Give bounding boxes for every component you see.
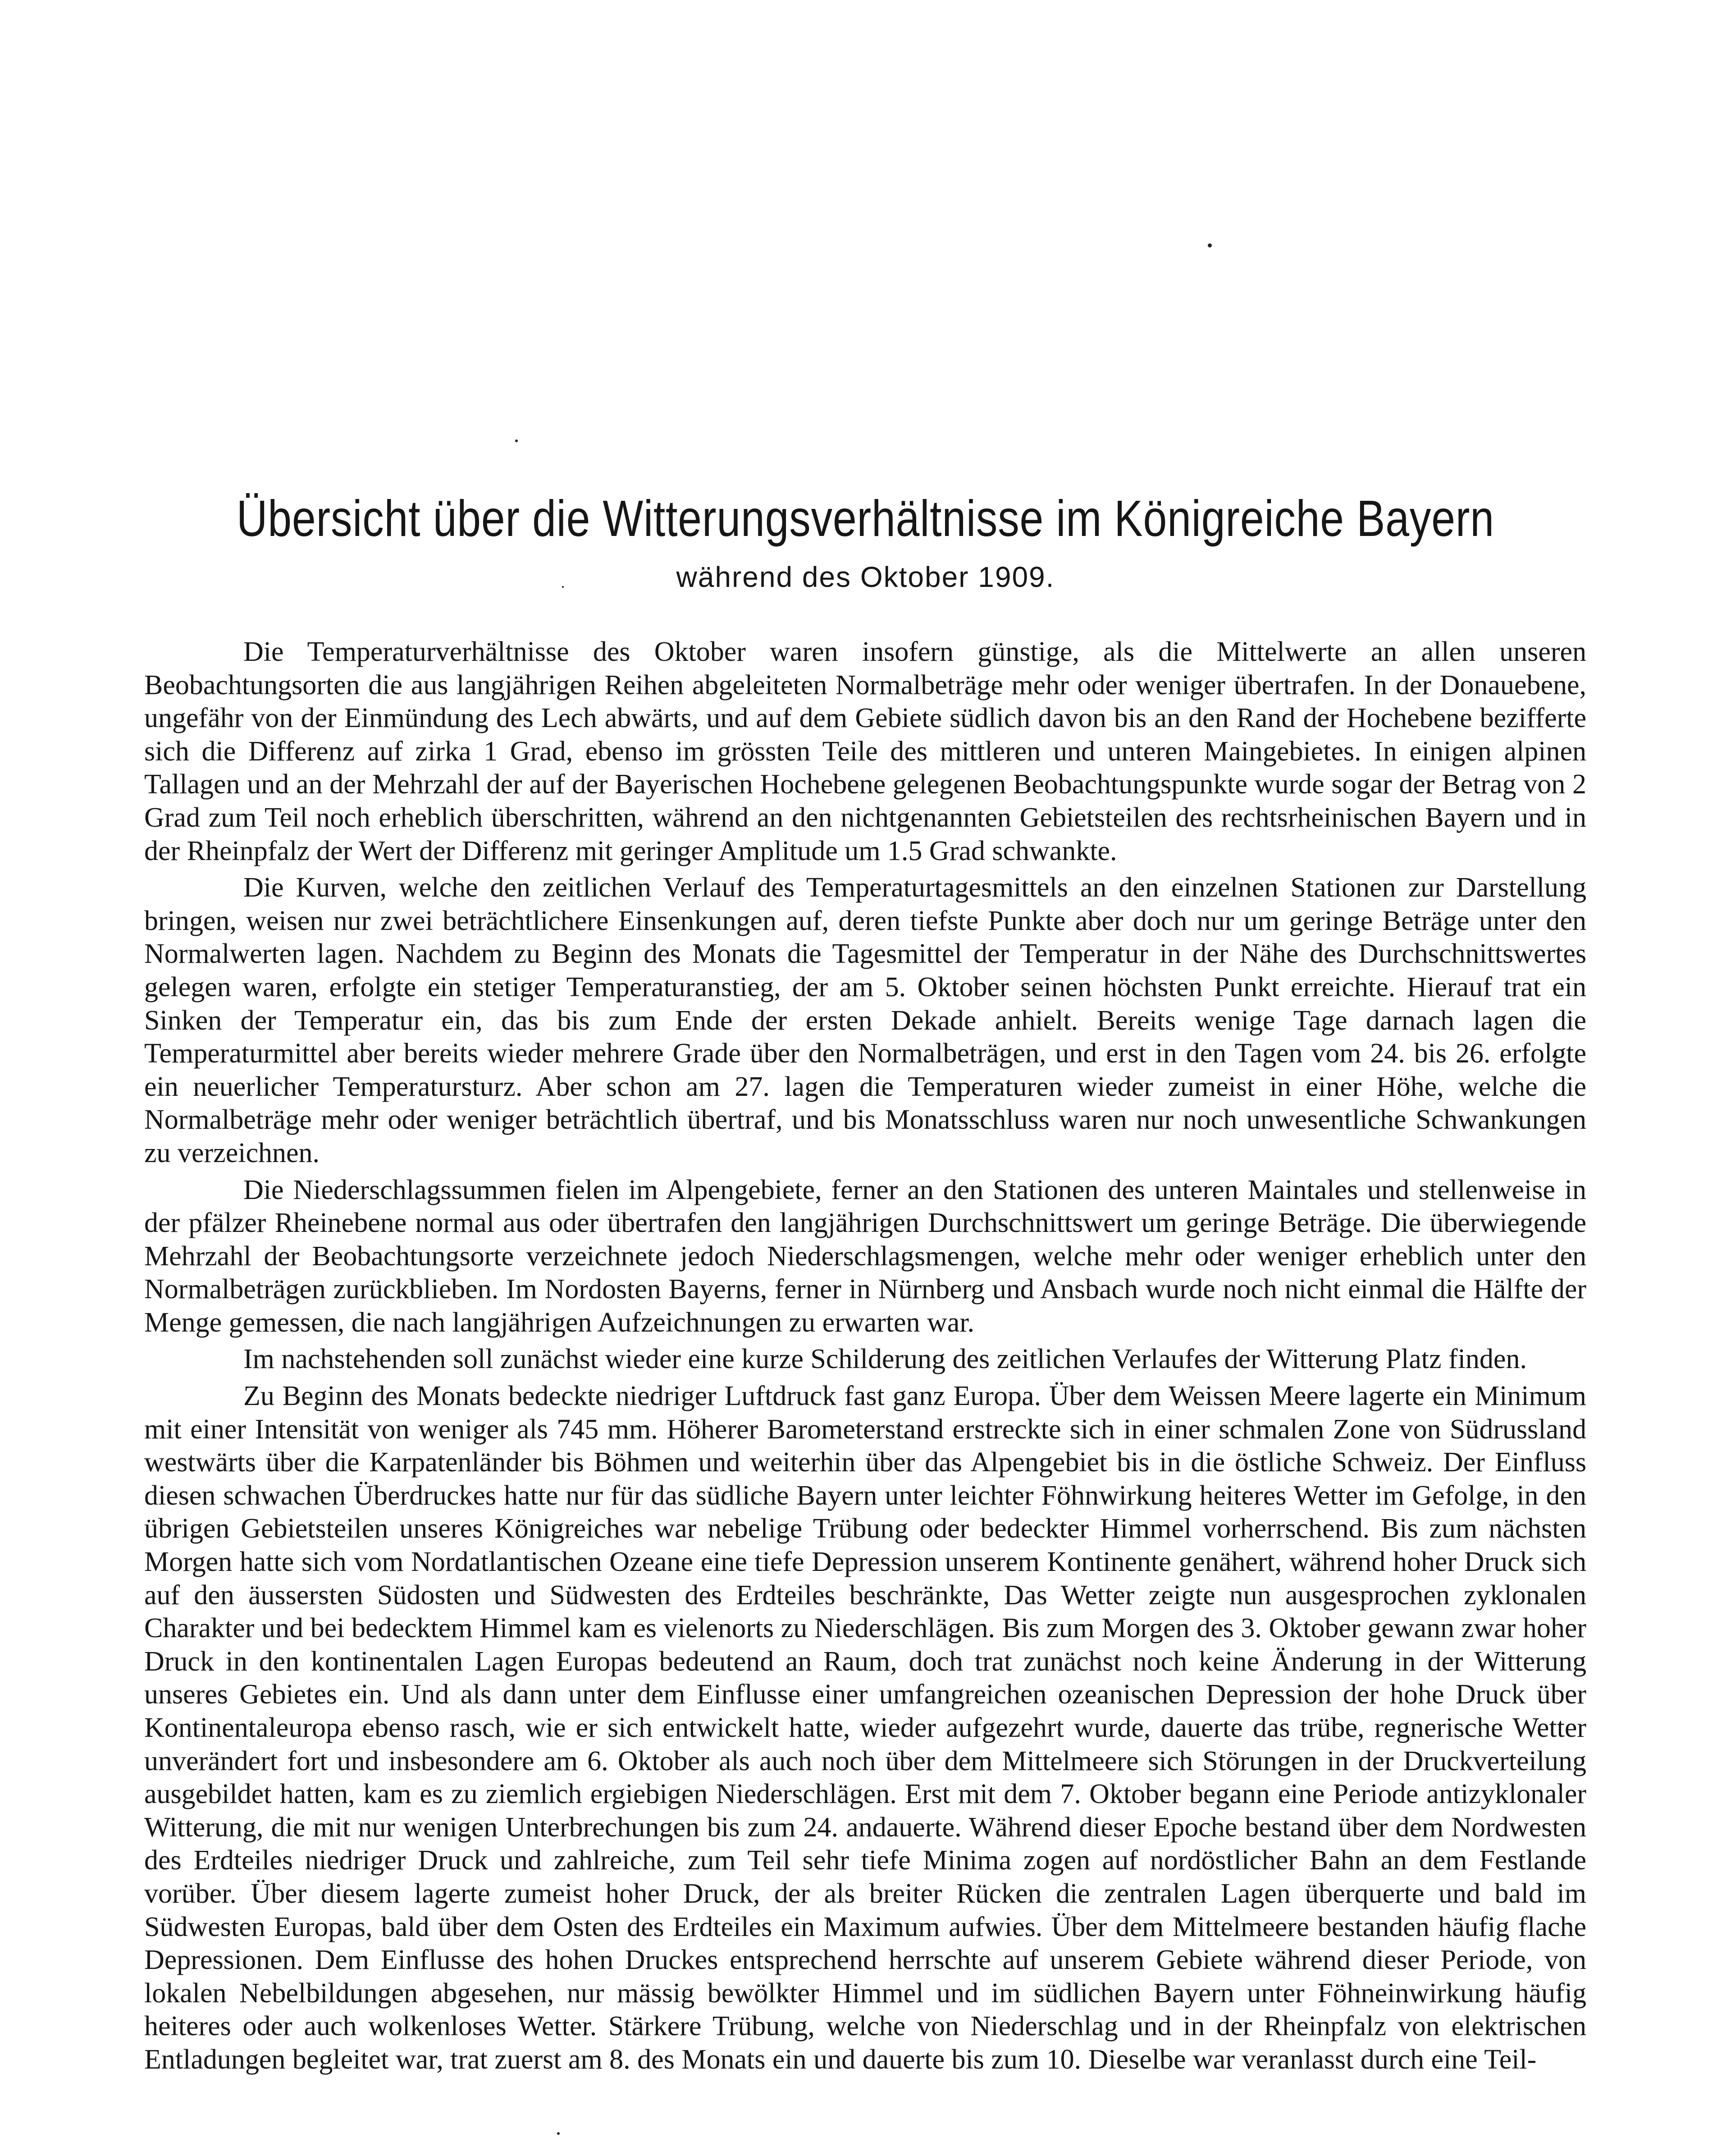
paragraph-weather-course: Zu Beginn des Monats bedeckte niedriger Luftdruck fast ganz Europa. Über dem Weissen Meere lagerte ein Minimum mit einer Intensität von weniger als 745 mm. Höherer Barometerstand erstreckte sich in einer schmalen Zone von Südrussland westwärts über die Karpatenländer bis Böhmen und weiterhin über das Alpengebiet bis in die östliche Schweiz. Der Einfluss diesen schwachen Überdruckes hatte nur für das südliche Bayern unter leichter Föhnwirkung heiteres Wetter im Gefolge, in den übrigen Gebietsteilen unseres Königreiches war nebelige Trübung oder bedeckter Himmel vorherrschend. Bis zum nächsten Morgen hatte sich vom Nordatlantischen Ozeane eine tiefe Depression unserem Kontinente genähert, während hoher Druck sich auf den äussersten Südosten und Südwesten des Erdteiles beschränkte, Das Wetter zeigte nun ausgesprochen zyklonalen Charakter und bei bedecktem Himmel kam es vielenorts zu Niederschlägen. Bis zum Morgen des 3. Oktober gewann zwar hoher Druck in den kontinentalen Lagen Europas bedeutend an Raum, doch trat zunächst noch keine Änderung in der Witterung unseres Gebietes ein. Und als dann unter dem Einflusse einer umfangreichen ozeanischen Depression der hohe Druck über Kontinentaleuropa ebenso rasch, wie er sich entwickelt hatte, wieder aufgezehrt wurde, dauerte das trübe, regnerische Wetter unverändert fort und insbesondere am 6. Oktober als auch noch über dem Mittelmeere sich Störungen in der Druckverteilung ausgebildet hatten, kam es zu ziemlich ergiebigen Niederschlägen. Erst mit dem 7. Oktober begann eine Periode antizyklonaler Witterung, die mit nur wenigen Unterbrechungen bis zum 24. andauerte. Während dieser Epoche bestand über dem Nordwesten des Erdteiles niedriger Druck und zahlreiche, zum Teil sehr tiefe Minima zogen auf nordöstlicher Bahn an dem Festlande vorüber. Über diesem lagerte zumeist hoher Druck, der als breiter Rücken die zentralen Lagen überquerte und bald im Südwesten Europas, bald über dem Osten des Erdteiles ein Maximum aufwies. Über dem Mittelmeere bestanden häufig flache Depressionen. Dem Einflusse des hohen Druckes entsprechend herrschte auf unserem Gebiete während dieser Periode, von lokalen Nebelbildungen abgesehen, nur mässig bewölkter Himmel und im südlichen Bayern unter Föhneinwirkung häufig heiteres oder auch wolkenloses Wetter. Stärkere Trübung, welche von Niederschlag und in der Rheinpfalz von elektrischen Entladungen begleitet war, trat zuerst am 8. des Monats ein und dauerte bis zum 10. Dieselbe war veranlasst durch eine Teil-	[144, 1381, 1586, 2075]
paragraph-temperature-curves: Die Kurven, welche den zeitlichen Verlauf des Temperaturtagesmittels an den einzelnen Stationen zur Darstellung bringen, weisen nur zwei beträchtlichere Einsenkungen auf, deren tiefste Punkte aber doch nur um geringe Beträge unter den Normalwerten lagen. Nachdem zu Beginn des Monats die Tagesmittel der Temperatur in der Nähe des Durchschnittswertes gelegen waren, erfolgte ein stetiger Temperaturanstieg, der am 5. Oktober seinen höchsten Punkt erreichte. Hierauf trat ein Sinken der Temperatur ein, das bis zum Ende der ersten Dekade anhielt. Bereits wenige Tage darnach lagen die Temperaturmittel aber bereits wieder mehrere Grade über den Normalbeträgen, und erst in den Tagen vom 24. bis 26. erfolgte ein neuerlicher Temperatursturz. Aber schon am 27. lagen die Temperaturen wieder zumeist in einer Höhe, welche die Normalbeträge mehr oder weniger beträchtlich übertraf, und bis Monatsschluss waren nur noch unwesentliche Schwankungen zu verzeichnen.	[144, 872, 1586, 1168]
scan-speck	[557, 2132, 560, 2135]
page-title: Übersicht über die Witterungsverhältnisse im Königreiche Bayern	[236, 490, 1494, 547]
paragraph-intro-weather-course: Im nachstehenden soll zunächst wieder eine kurze Schilderung des zeitlichen Verlaufes der Witterung Platz finden.	[243, 1344, 1527, 1375]
article-body	[144, 636, 1586, 2080]
paragraph-precipitation: Die Niederschlagssummen fielen im Alpengebiete, ferner an den Stationen des unteren Maintales und stellenweise in der pfälzer Rheinebene normal aus oder übertrafen den langjährigen Durchschnittswert um geringe Beträge. Die überwiegende Mehrzahl der Beobachtungsorte verzeichnete jedoch Niederschlagsmengen, welche mehr oder weniger erheblich unter den Normalbeträgen zurückblieben. Im Nordosten Bayerns, ferner in Nürnberg und Ansbach wurde noch nicht einmal die Hälfte der Menge gemessen, die nach langjährigen Aufzeichnungen zu erwarten war.	[144, 1174, 1586, 1338]
page-subtitle: während des Oktober 1909.	[676, 561, 1055, 593]
scan-speck	[1208, 243, 1212, 247]
paragraph-temperature: Die Temperaturverhältnisse des Oktober waren insofern günstige, als die Mittelwerte an allen unseren Beobachtungsorten die aus langjährigen Reihen abgeleiteten Normalbeträge mehr oder weniger übertrafen. In der Donauebene, ungefähr von der Einmündung des Lech abwärts, und auf dem Gebiete südlich davon bis an den Rand der Hochebene bezifferte sich die Differenz auf zirka 1 Grad, ebenso im grössten Teile des mittleren und unteren Maingebietes. In einigen alpinen Tallagen und an der Mehrzahl der auf der Bayerischen Hochebene gelegenen Beobachtungspunkte wurde sogar der Betrag von 2 Grad zum Teil noch erheblich überschritten, während an den nichtgenannten Gebietsteilen des rechtsrheinischen Bayern und in der Rheinpfalz der Wert der Differenz mit geringer Amplitude um 1.5 Grad schwankte.	[144, 636, 1586, 866]
scan-speck	[515, 439, 518, 442]
